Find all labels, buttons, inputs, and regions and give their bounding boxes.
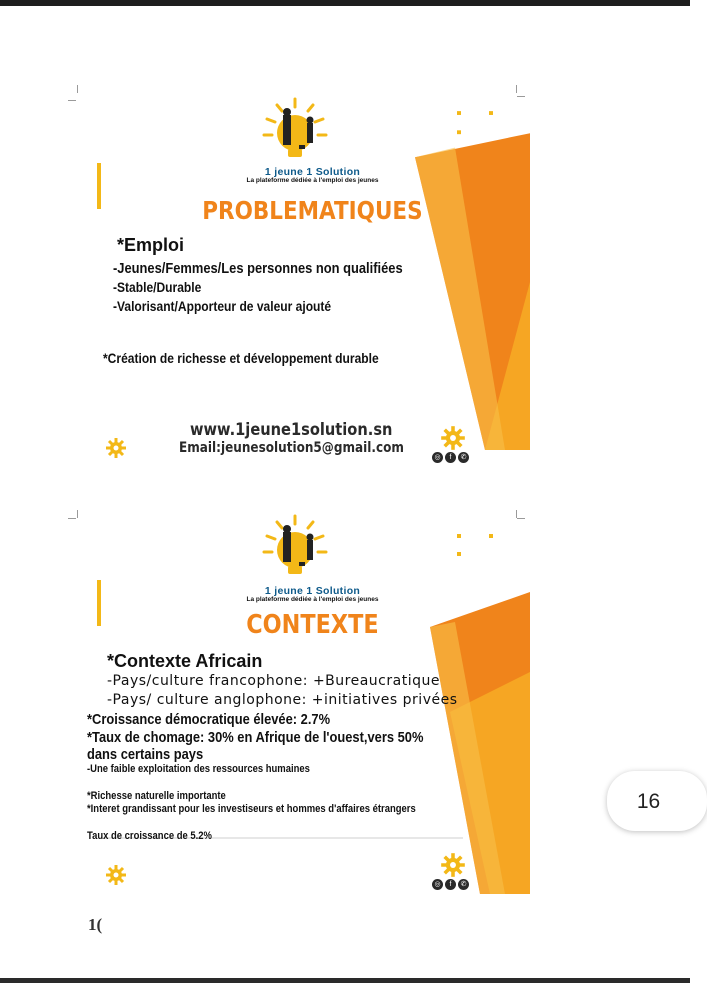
facebook-icon: f — [445, 879, 456, 890]
gear-icon — [440, 852, 466, 878]
item-anglophone: -Pays/ culture anglophone: +initiatives privées — [107, 692, 458, 708]
top-status-bar — [0, 0, 690, 6]
bottom-bar — [0, 978, 690, 983]
brand-tagline: La plateforme dédiée à l'emploi des jeunes — [246, 596, 379, 603]
crop-mark — [517, 518, 525, 519]
gear-icon — [105, 437, 127, 459]
item-richesse: *Richesse naturelle importante — [87, 790, 226, 802]
crop-mark — [516, 510, 517, 518]
item-creation: *Création de richesse et développement durable — [103, 350, 379, 366]
lightbulb-with-business-people-icon — [255, 512, 335, 582]
crop-mark — [77, 85, 78, 93]
social-icons — [432, 452, 469, 463]
crop-mark — [77, 510, 78, 518]
item-emploi: *Emploi — [117, 235, 185, 255]
item-valorisant: -Valorisant/Apporteur de valeur ajouté — [113, 298, 332, 314]
instagram-icon: ◎ — [432, 879, 443, 890]
item-croissance: *Croissance démocratique élevée: 2.7% — [87, 711, 331, 728]
item-ressources: -Une faible exploitation des ressources humaines — [87, 763, 310, 775]
item-jeunes: -Jeunes/Femmes/Les personnes non qualifiées — [113, 260, 403, 277]
facebook-icon: f — [445, 452, 456, 463]
brand-name: 1 jeune 1 Solution — [264, 166, 361, 178]
item-contexte-africain: *Contexte Africain — [107, 651, 263, 671]
instagram-icon: ◎ — [432, 452, 443, 463]
page-footer-number: 1( — [88, 915, 103, 934]
lightbulb-with-business-people-icon — [255, 95, 335, 165]
page-number-indicator[interactable] — [607, 771, 707, 831]
item-chomage: *Taux de chomage: 30% en Afrique de l'ouest,vers 50% — [87, 729, 424, 746]
brand-tagline: La plateforme dédiée à l'emploi des jeunes — [246, 177, 379, 184]
whatsapp-icon: ✆ — [458, 879, 469, 890]
slide-title: PROBLEMATIQUES — [202, 196, 423, 225]
slide-contexte — [87, 512, 530, 894]
crop-mark — [516, 85, 517, 93]
email-text: Email:jeunesolution5@gmail.com — [179, 440, 404, 456]
item-francophone: -Pays/culture francophone: +Bureaucratique — [107, 673, 440, 689]
gear-icon — [440, 425, 466, 451]
slide-title: CONTEXTE — [246, 610, 379, 640]
website-text: www.1jeune1solution.sn — [190, 420, 393, 440]
social-icons — [432, 879, 469, 890]
crop-mark — [68, 90, 76, 101]
crop-mark — [68, 518, 76, 519]
item-stable: -Stable/Durable — [113, 279, 202, 295]
item-taux-croissance: Taux de croissance de 5.2% — [87, 830, 212, 842]
slide-problematiques — [95, 90, 530, 461]
whatsapp-icon: ✆ — [458, 452, 469, 463]
item-investiseurs: *Interet grandissant pour les investiseurs et hommes d'affaires étrangers — [87, 803, 416, 815]
gear-icon — [105, 864, 127, 886]
page-number-label: 16 — [636, 790, 661, 813]
brand-name: 1 jeune 1 Solution — [264, 585, 361, 597]
crop-mark — [517, 96, 525, 97]
item-certains-pays: dans certains pays — [87, 746, 204, 763]
